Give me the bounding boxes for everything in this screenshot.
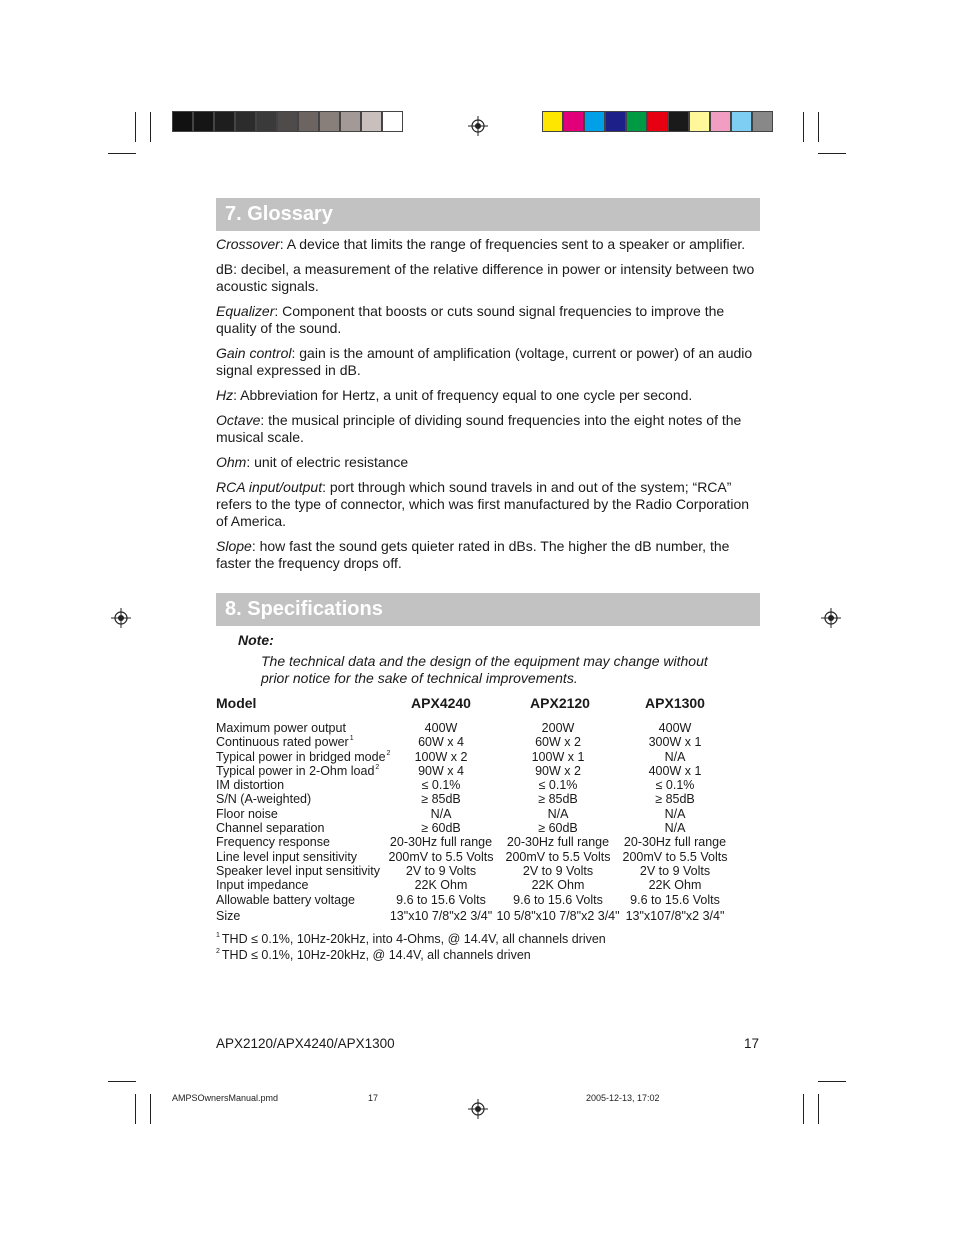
- spec-value: ≥ 60dB: [421, 821, 461, 836]
- spec-value: 60W x 2: [535, 735, 581, 750]
- glossary-definition: port through which sound travels in and out of the system; “RCA” refers to the type of connector, which was first manufactured by the Radio Corporation of America.: [216, 479, 750, 529]
- page-number: 17: [744, 1036, 760, 1051]
- crop-mark: [150, 1094, 151, 1124]
- spec-label: [216, 792, 311, 806]
- spec-value: 22K Ohm: [648, 878, 702, 893]
- spec-value: 9.6 to 15.6 Volts: [513, 892, 603, 907]
- spec-label-text: Typical power in 2-Ohm load: [216, 763, 375, 778]
- color-swatch: [256, 111, 277, 132]
- spec-label: [216, 778, 284, 792]
- registration-target-icon: [468, 1099, 488, 1119]
- crop-mark: [818, 1094, 819, 1124]
- footnote-reference: 1: [349, 735, 354, 743]
- color-swatch: [605, 111, 626, 132]
- spec-label-text: Frequency response: [216, 835, 330, 850]
- spec-value: ≥ 85dB: [655, 792, 695, 807]
- glossary-definition: dB: decibel, a measurement of the relative difference in power or intensity between two acoustic signals.: [216, 261, 755, 294]
- spec-value: ≤ 0.1%: [538, 778, 578, 793]
- glossary-list: [216, 236, 761, 580]
- color-swatch: [382, 111, 403, 132]
- crop-mark: [108, 153, 136, 154]
- registration-target-icon: [821, 608, 841, 628]
- crop-mark: [803, 112, 804, 142]
- footer-model-list: APX2120/APX4240/APX1300: [216, 1036, 395, 1051]
- color-swatch: [752, 111, 773, 132]
- glossary-item: [216, 303, 761, 337]
- spec-value: 20-30Hz full range: [623, 835, 727, 850]
- glossary-definition: gain is the amount of amplification (voltage, current or power) of an audio signal expressed in dB.: [216, 345, 753, 378]
- spec-label: [216, 735, 354, 749]
- spec-value: N/A: [664, 749, 686, 764]
- crop-mark: [135, 112, 136, 142]
- spec-value: 20-30Hz full range: [506, 835, 610, 850]
- glossary-term: Ohm: [216, 454, 247, 470]
- crop-mark: [818, 1081, 846, 1082]
- spec-label: [216, 821, 324, 835]
- spec-value: 200mV to 5.5 Volts: [505, 849, 611, 864]
- crop-mark: [135, 1094, 136, 1124]
- glossary-term: Octave: [216, 412, 261, 428]
- color-swatch: [340, 111, 361, 132]
- spec-label-text: Continuous rated power: [216, 735, 349, 750]
- spec-label-text: Channel separation: [216, 821, 325, 836]
- spec-value: N/A: [664, 821, 686, 836]
- spec-value: ≤ 0.1%: [421, 778, 461, 793]
- spec-value: 2V to 9 Volts: [522, 863, 594, 878]
- slug-date: 2005-12-13, 17:02: [586, 1093, 660, 1103]
- glossary-term: Gain control: [216, 345, 292, 361]
- crop-mark: [108, 1081, 136, 1082]
- spec-value: 2V to 9 Volts: [639, 863, 711, 878]
- spec-value: 90W x 4: [418, 763, 464, 778]
- glossary-definition: Component that boosts or cuts sound signal frequencies to improve the quality of the sound.: [216, 303, 725, 336]
- color-swatch: [584, 111, 605, 132]
- spec-value: 13"x107/8"x2 3/4": [625, 908, 725, 923]
- color-swatch: [361, 111, 382, 132]
- spec-label-text: IM distortion: [216, 778, 285, 793]
- spec-value: 400W x 1: [648, 763, 702, 778]
- spec-value: 400W: [424, 721, 458, 735]
- color-swatch: [319, 111, 340, 132]
- glossary-term: Hz: [216, 387, 234, 403]
- spec-value: N/A: [547, 806, 569, 821]
- spec-value: 400W: [658, 721, 692, 735]
- spec-value: ≥ 85dB: [538, 792, 578, 807]
- glossary-definition: unit of electric resistance: [250, 454, 409, 470]
- spec-label: [216, 850, 357, 864]
- glossary-definition: how fast the sound gets quieter rated in dBs. The higher the dB number, the faster the frequency drops off.: [216, 538, 730, 571]
- glossary-separator: :: [279, 236, 284, 252]
- glossary-item: [216, 345, 761, 379]
- registration-target-icon: [468, 116, 488, 136]
- glossary-term: Crossover: [216, 236, 280, 252]
- color-swatch: [626, 111, 647, 132]
- spec-label-text: S/N (A-weighted): [216, 792, 312, 807]
- spec-label-text: Size: [216, 908, 241, 923]
- glossary-separator: :: [274, 303, 279, 319]
- spec-label: [216, 864, 380, 878]
- note-label: Note:: [238, 632, 274, 648]
- color-swatch: [731, 111, 752, 132]
- spec-label: [216, 807, 278, 821]
- color-swatch: [172, 111, 193, 132]
- glossary-separator: :: [251, 538, 256, 554]
- spec-value: 9.6 to 15.6 Volts: [396, 892, 486, 907]
- glossary-item: [216, 454, 761, 471]
- slug-page: 17: [368, 1093, 379, 1103]
- spec-value: 20-30Hz full range: [389, 835, 493, 850]
- spec-label: [216, 835, 330, 849]
- color-swatch: [689, 111, 710, 132]
- footnote-mark: 1: [216, 932, 220, 939]
- color-swatch: [563, 111, 584, 132]
- color-swatch: [235, 111, 256, 132]
- spec-label: [216, 764, 379, 778]
- spec-label-text: Floor noise: [216, 806, 278, 821]
- color-swatch: [214, 111, 235, 132]
- glossary-separator: :: [246, 454, 251, 470]
- glossary-term: Slope: [216, 538, 252, 554]
- spec-header-model: Model: [216, 695, 257, 711]
- glossary-term: Equalizer: [216, 303, 275, 319]
- spec-label: [216, 909, 240, 923]
- footnote-text: THD ≤ 0.1%, 10Hz-20kHz, into 4-Ohms, @ 14.4V, all channels driven: [221, 932, 606, 946]
- spec-value: ≥ 85dB: [421, 792, 461, 807]
- spec-value: N/A: [430, 806, 452, 821]
- footnote-text: THD ≤ 0.1%, 10Hz-20kHz, @ 14.4V, all channels driven: [221, 948, 531, 962]
- spec-label: [216, 893, 355, 907]
- process-color-bar: [542, 111, 773, 132]
- spec-value: 200mV to 5.5 Volts: [622, 849, 728, 864]
- spec-value: 60W x 4: [418, 735, 464, 750]
- crop-mark: [803, 1094, 804, 1124]
- footnote-reference: 2: [375, 763, 380, 771]
- glossary-item: [216, 387, 761, 404]
- glossary-separator: :: [322, 479, 326, 495]
- glossary-item: [216, 412, 761, 446]
- spec-value: 300W x 1: [648, 735, 702, 750]
- color-swatch: [710, 111, 731, 132]
- slug-filename: AMPSOwnersManual.pmd: [172, 1093, 279, 1103]
- spec-label: [216, 878, 308, 892]
- spec-header-apx1300: APX1300: [645, 695, 705, 711]
- spec-value: 2V to 9 Volts: [405, 863, 477, 878]
- spec-label: [216, 750, 390, 764]
- note-text: The technical data and the design of the equipment may change without prior notice for the sake of technical improvements.: [261, 653, 708, 686]
- spec-value: 200W: [541, 721, 575, 735]
- crop-mark: [150, 112, 151, 142]
- glossary-item: [216, 479, 761, 530]
- crop-mark: [818, 153, 846, 154]
- spec-value: 22K Ohm: [414, 878, 468, 893]
- spec-value: 10 5/8"x10 7/8"x2 3/4": [496, 908, 620, 923]
- spec-header-apx2120: APX2120: [530, 695, 590, 711]
- glossary-definition: A device that limits the range of frequencies sent to a speaker or amplifier.: [283, 236, 746, 252]
- spec-value: 100W x 2: [414, 749, 468, 764]
- spec-value: N/A: [664, 806, 686, 821]
- glossary-item: [216, 236, 761, 253]
- spec-header-apx4240: APX4240: [411, 695, 471, 711]
- crop-mark: [818, 112, 819, 142]
- color-swatch: [542, 111, 563, 132]
- glossary-definition: Abbreviation for Hertz, a unit of frequency equal to one cycle per second.: [237, 387, 693, 403]
- specifications-heading-bar: [216, 593, 760, 626]
- color-swatch: [298, 111, 319, 132]
- spec-value: ≥ 60dB: [538, 821, 578, 836]
- glossary-definition: the musical principle of dividing sound frequencies into the eight notes of the musical scale.: [216, 412, 742, 445]
- spec-label-text: Speaker level input sensitivity: [216, 863, 380, 878]
- glossary-separator: :: [291, 345, 296, 361]
- glossary-item: [216, 261, 761, 295]
- glossary-item: [216, 538, 761, 572]
- glossary-separator: :: [260, 412, 265, 428]
- spec-value: 200mV to 5.5 Volts: [388, 849, 494, 864]
- spec-value: 100W x 1: [531, 749, 585, 764]
- grayscale-color-bar: [172, 111, 403, 132]
- spec-label-text: Input impedance: [216, 878, 309, 893]
- spec-label: [216, 721, 346, 735]
- footnote-reference: 2: [386, 749, 391, 757]
- spec-value: ≤ 0.1%: [655, 778, 695, 793]
- spec-label-text: Allowable battery voltage: [216, 892, 355, 907]
- registration-target-icon: [111, 608, 131, 628]
- spec-label-text: Typical power in bridged mode: [216, 749, 386, 764]
- color-swatch: [277, 111, 298, 132]
- color-swatch: [668, 111, 689, 132]
- glossary-title: 7. Glossary: [225, 203, 333, 225]
- color-swatch: [647, 111, 668, 132]
- glossary-separator: :: [233, 387, 238, 403]
- spec-value: 90W x 2: [535, 763, 581, 778]
- footnote-2: [216, 948, 531, 962]
- spec-value: 9.6 to 15.6 Volts: [630, 892, 720, 907]
- glossary-heading-bar: [216, 198, 760, 231]
- color-swatch: [193, 111, 214, 132]
- spec-value: 13"x10 7/8"x2 3/4": [389, 908, 493, 923]
- footnote-1: [216, 932, 606, 946]
- footnote-mark: 2: [216, 948, 220, 955]
- spec-label-text: Maximum power output: [216, 721, 346, 735]
- spec-label-text: Line level input sensitivity: [216, 849, 358, 864]
- specifications-title: 8. Specifications: [225, 598, 383, 620]
- glossary-term: RCA input/output: [216, 479, 323, 495]
- spec-value: 22K Ohm: [531, 878, 585, 893]
